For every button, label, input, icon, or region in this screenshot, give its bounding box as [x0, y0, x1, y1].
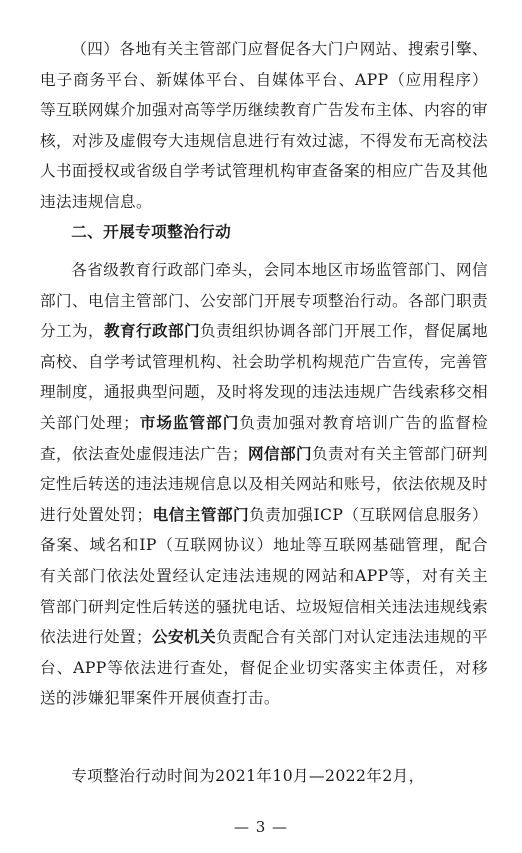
bold-dept-cyberspace: 网信部门: [248, 444, 313, 463]
paragraph-text: 负责加强对教育培训广告的监督检查，依法查处虚假违法广告；: [40, 413, 488, 463]
bold-dept-telecom: 电信主管部门: [152, 505, 250, 524]
paragraph-text: 负责加强ICP（互联网信息服务）备案、域名和IP（互联网协议）地址等互联网基础管理，配合有关部门依法处置经认定违法违规的网站和APP等，对有关主管部门研判定性后转送的骚扰电话、垃圾短信相关违法违规线索依法进行处置；: [40, 505, 489, 647]
bold-dept-police: 公安机关: [152, 628, 217, 647]
section-heading: 二、开展专项整治行动: [71, 223, 232, 241]
paragraph-text: 负责配合有关部门对认定违法违规的平台、APP等依法进行查处，督促企业切实落实主体责任，对移送的涉嫌犯罪案件开展侦查打击。: [40, 628, 488, 708]
paragraph-text: 负责组织协调各部门开展工作，督促属地高校、自学考试管理机构、社会助学机构规范广告宣传，完善管理制度，通报典型问题，及时将发现的违法违规广告线索移交相关部门处理；: [40, 322, 488, 432]
paragraph-text: 各省级教育行政部门牵头，会同本地区市场监管部门、网信部门、电信主管部门、公安部门开展专项整治行动。各部门职责分工为，: [40, 261, 488, 341]
page-number: — 3 —: [233, 818, 289, 836]
bold-dept-market: 市场监管部门: [139, 413, 240, 432]
section-2-paragraph: [40, 255, 488, 714]
paragraph-item-4: （四）各地有关主管部门应督促各大门户网站、搜索引擎、电子商务平台、新媒体平台、自媒体平台、APP（应用程序）等互联网媒介加强对高等学历继续教育广告发布主体、内容的审核，对涉及虚假夸大违规信息进行有效过滤，不得发布无高校法人书面授权或省级自学考试管理机构审查备案的相应广告及其他违法违规信息。: [40, 40, 488, 211]
bold-dept-education: 教育行政部门: [104, 322, 200, 341]
closing-paragraph: 专项整治行动时间为2021年10月—2022年2月，: [71, 767, 425, 785]
paragraph-text: 负责对有关主管部门研判定性后转送的违法违规信息以及相关网站和账号，依法依规及时进行处置处罚；: [40, 444, 489, 524]
